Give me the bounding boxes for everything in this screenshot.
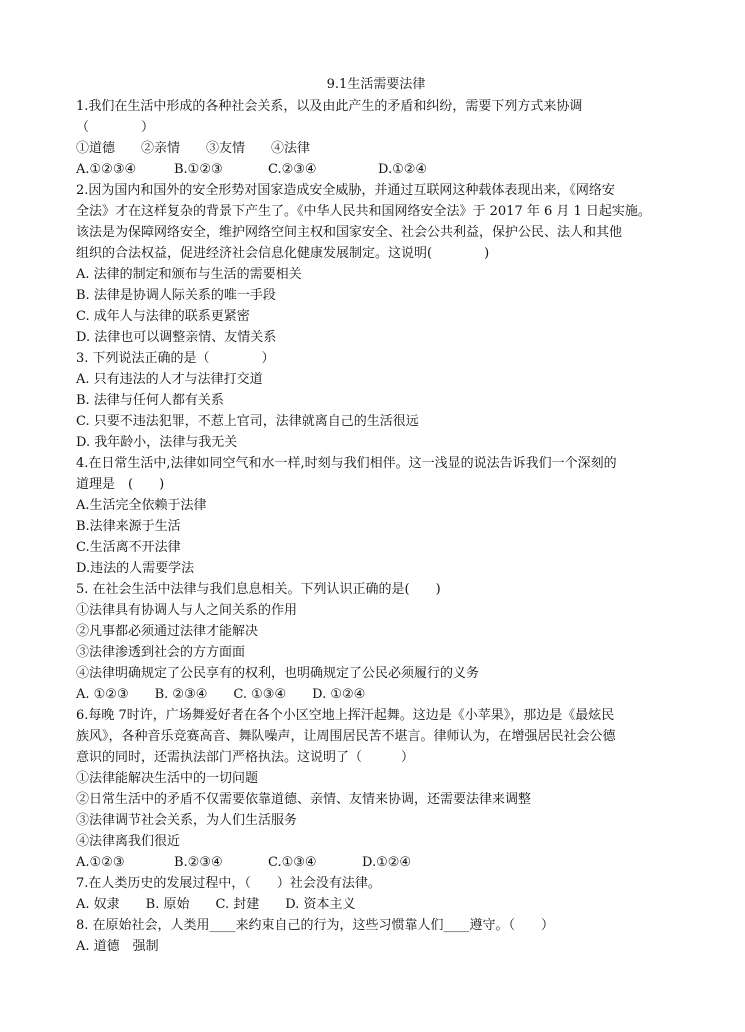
- q8-stem: 8. 在原始社会，人类用____来约束自己的行为，这些习惯靠人们____遵守。（ ）: [76, 918, 555, 933]
- q4-option-a: A.生活完全依赖于法律: [76, 498, 207, 513]
- q4-stem-line-2: 道理是 ( ): [76, 477, 165, 492]
- q6-option-d: D.①②④: [362, 855, 412, 870]
- q5-item-3: ③法律渗透到社会的方方面面: [76, 645, 246, 660]
- q2-stem-line-1: 2.因为国内和国外的安全形势对国家造成安全威胁，并通过互联网这种载体表现出来，《网络安: [76, 183, 615, 198]
- q4-option-c: C.生活离不开法律: [76, 540, 181, 555]
- q6-options: [76, 852, 676, 873]
- q5-stem: 5. 在社会生活中法律与我们息息相关。下列认识正确的是( ): [76, 582, 441, 597]
- q8-option-a: A. 道德 强制: [76, 939, 159, 954]
- q2-stem-line-4: 组织的合法权益，促进经济社会信息化健康发展制定。这说明( ): [76, 246, 490, 261]
- q5-item-4: ④法律明确规定了公民享有的权利，也明确规定了公民必须履行的义务: [76, 666, 480, 681]
- q2-option-a: A. 法律的制定和颁布与生活的需要相关: [76, 267, 302, 282]
- q3-option-a: A. 只有违法的人才与法律打交道: [76, 372, 263, 387]
- q6-stem-line-2: 族风》，各种音乐竞赛高音、舞队噪声，让周围居民苦不堪言。律师认为，在增强居民社会公德: [76, 729, 616, 744]
- q7-stem: 7.在人类历史的发展过程中，（ ）社会没有法律。: [76, 876, 381, 891]
- q4-stem-line-1: 4.在日常生活中,法律如同空气和水一样,时刻与我们相伴。这一浅显的说法告诉我们一个深刻的: [76, 456, 617, 471]
- q6-item-1: ①法律能解决生活中的一切问题: [76, 771, 259, 786]
- q6-option-b: B.②③④: [174, 855, 223, 870]
- q3-option-d: D. 我年龄小，法律与我无关: [76, 435, 238, 450]
- q5-item-1: ①法律具有协调人与人之间关系的作用: [76, 603, 298, 618]
- q5-item-2: ②凡事都必须通过法律才能解决: [76, 624, 259, 639]
- q1-option-d: D.①②④: [378, 162, 428, 177]
- q5-options: A. ①②③ B. ②③④ C. ①③④ D. ①②④: [76, 687, 366, 702]
- q6-item-4: ④法律离我们很近: [76, 834, 181, 849]
- q2-stem-line-2: 全法》才在这样复杂的背景下产生了。《中华人民共和国网络安全法》于 2017 年 6 月 1 日起实施。: [76, 204, 651, 219]
- exam-page: [76, 76, 676, 957]
- q2-option-b: B. 法律是协调人际关系的唯一手段: [76, 288, 276, 303]
- q6-stem-line-3: 意识的同时，还需执法部门严格执法。这说明了（ ）: [76, 750, 415, 765]
- q2-option-c: C. 成年人与法律的联系更紧密: [76, 309, 250, 324]
- q2-stem-line-3: 该法是为保障网络安全，维护网络空间主权和国家安全、社会公共利益，保护公民、法人和其他: [76, 225, 623, 240]
- q2-option-d: D. 法律也可以调整亲情、友情关系: [76, 330, 277, 345]
- page-title: 9.1生活需要法律: [326, 77, 426, 92]
- q1-option-a: A.①②③④: [76, 162, 137, 177]
- q3-option-b: B. 法律与任何人都有关系: [76, 393, 224, 408]
- q6-option-a: A.①②③: [76, 855, 125, 870]
- q7-options: A. 奴隶 B. 原始 C. 封建 D. 资本主义: [76, 897, 356, 912]
- q1-option-b: B.①②③: [174, 162, 223, 177]
- q1-option-c: C.②③④: [268, 162, 317, 177]
- q3-option-c: C. 只要不违法犯罪，不惹上官司，法律就离自己的生活很远: [76, 414, 419, 429]
- q1-options: [76, 159, 676, 180]
- q4-option-d: D.违法的人需要学法: [76, 561, 195, 576]
- q1-stem: 1.我们在生活中形成的各种社会关系，以及由此产生的矛盾和纠纷，需要下列方式来协调: [76, 99, 583, 114]
- q6-option-c: C.①③④: [268, 855, 317, 870]
- q4-option-b: B.法律来源于生活: [76, 519, 181, 534]
- q6-item-2: ②日常生活中的矛盾不仅需要依靠道德、亲情、友情来协调，还需要法律来调整: [76, 792, 532, 807]
- q1-items: ①道德 ②亲情 ③友情 ④法律: [76, 141, 311, 156]
- q3-stem: 3. 下列说法正确的是（ ）: [76, 351, 275, 366]
- q6-stem-line-1: 6.每晚 7时许，广场舞爱好者在各个小区空地上挥汗起舞。这边是《小苹果》，那边是《最炫民: [76, 708, 615, 723]
- q6-item-3: ③法律调节社会关系，为人们生活服务: [76, 813, 298, 828]
- q1-bracket: （ ）: [76, 120, 155, 135]
